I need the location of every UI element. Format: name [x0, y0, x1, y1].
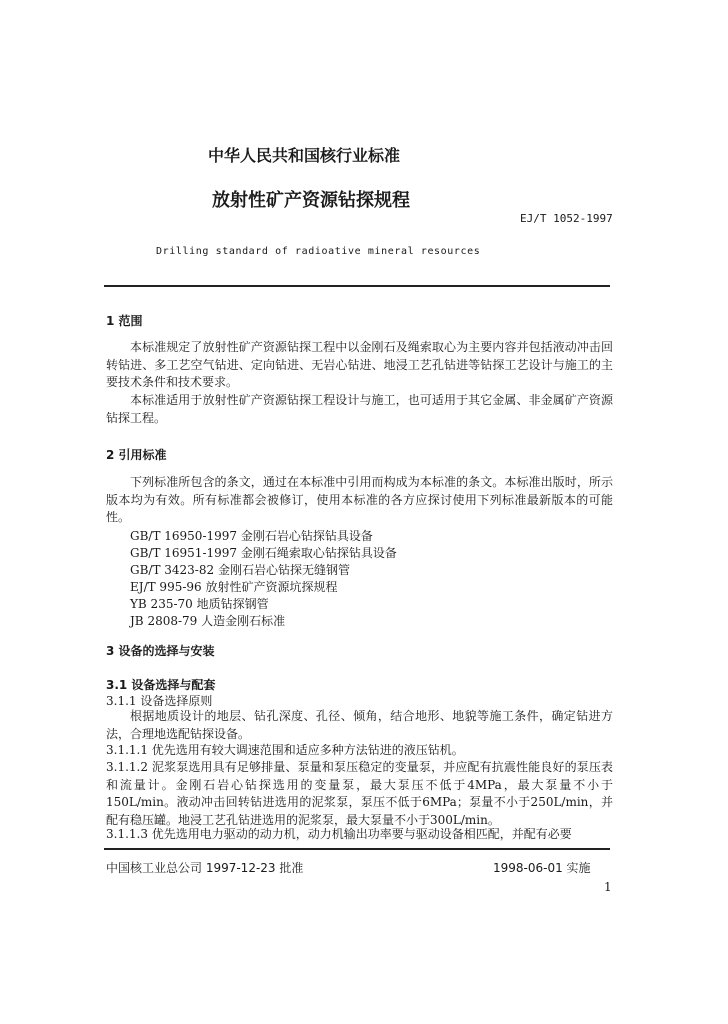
section-3-heading: 3 设备的选择与安装: [106, 644, 215, 658]
subsection-3-1-heading: 3.1 设备选择与配套: [106, 678, 216, 692]
org-title: 中华人民共和国核行业标准: [208, 146, 401, 165]
ref-item: GB/T 16951-1997 金刚石绳索取心钻探钻具设备: [130, 546, 397, 560]
para-3-1-1-2: 3.1.1.2 泥浆泵选用具有足够排量、泵量和泵压稳定的变量泵，并应配有抗震性能良好的泵压表和流量计。金刚石岩心钻探选用的变量泵，最大泵压不低于4MPa，最大泵量不小于150L/min。液动冲击回转钻进选用的泥浆泵，泵压不低于6MPa；泵量不小于250L/min，并配有稳压罐。地浸工艺孔钻进选用的泥浆泵，最大泵量不小于300L/min。: [106, 760, 613, 827]
section-1-para-2: 本标准适用于放射性矿产资源钻探工程设计与施工，也可适用于其它金属、非金属矿产资源钻探工程。: [106, 393, 613, 425]
ref-item: JB 2808-79 人造金刚石标准: [130, 614, 286, 628]
section-2-para-1: 下列标准所包含的条文，通过在本标准中引用而构成为本标准的条文。本标准出版时，所示版本均为有效。所有标准都会被修订，使用本标准的各方应探讨使用下列标准最新版本的可能性。: [106, 475, 613, 524]
section-2-heading: 2 引用标准: [106, 448, 167, 462]
subsection-3-1-1-heading: 3.1.1 设备选择原则: [106, 694, 213, 708]
page-number: 1: [604, 880, 612, 894]
para-3-1-1-1: 3.1.1.1 优先选用有较大调速范围和适应多种方法钻进的液压钻机。: [106, 743, 464, 757]
section-1-para-1: 本标准规定了放射性矿产资源钻探工程中以金刚石及绳索取心为主要内容并包括液动冲击回转钻进、多工艺空气钻进、定向钻进、无岩心钻进、地浸工艺孔钻进等钻探工艺设计与施工的主要技术条件和技术要求。: [106, 340, 613, 389]
header-rule: [104, 285, 610, 287]
approval-line: 中国核工业总公司 1997-12-23 批准: [106, 861, 304, 875]
doc-title: 放射性矿产资源钻探规程: [212, 190, 410, 211]
para-3-1-1: 根据地质设计的地层、钻孔深度、孔径、倾角，结合地形、地貌等施工条件，确定钻进方法，合理地选配钻探设备。: [106, 709, 613, 741]
ref-item: YB 235-70 地质钻探钢管: [130, 597, 269, 611]
ref-item: GB/T 3423-82 金刚石岩心钻探无缝钢管: [130, 563, 350, 577]
effective-date: 1998-06-01 实施: [493, 861, 591, 875]
ref-item: EJ/T 995-96 放射性矿产资源坑探规程: [130, 580, 338, 594]
footer-rule: [104, 848, 610, 850]
english-title: Drilling standard of radioative mineral resources: [156, 246, 481, 257]
std-number: EJ/T 1052-1997: [520, 212, 613, 225]
para-3-1-1-3: 3.1.1.3 优先选用电力驱动的动力机，动力机输出功率要与驱动设备相匹配，并配有必要: [106, 827, 572, 841]
ref-item: GB/T 16950-1997 金刚石岩心钻探钻具设备: [130, 529, 373, 543]
section-1-heading: 1 范围: [106, 314, 143, 328]
